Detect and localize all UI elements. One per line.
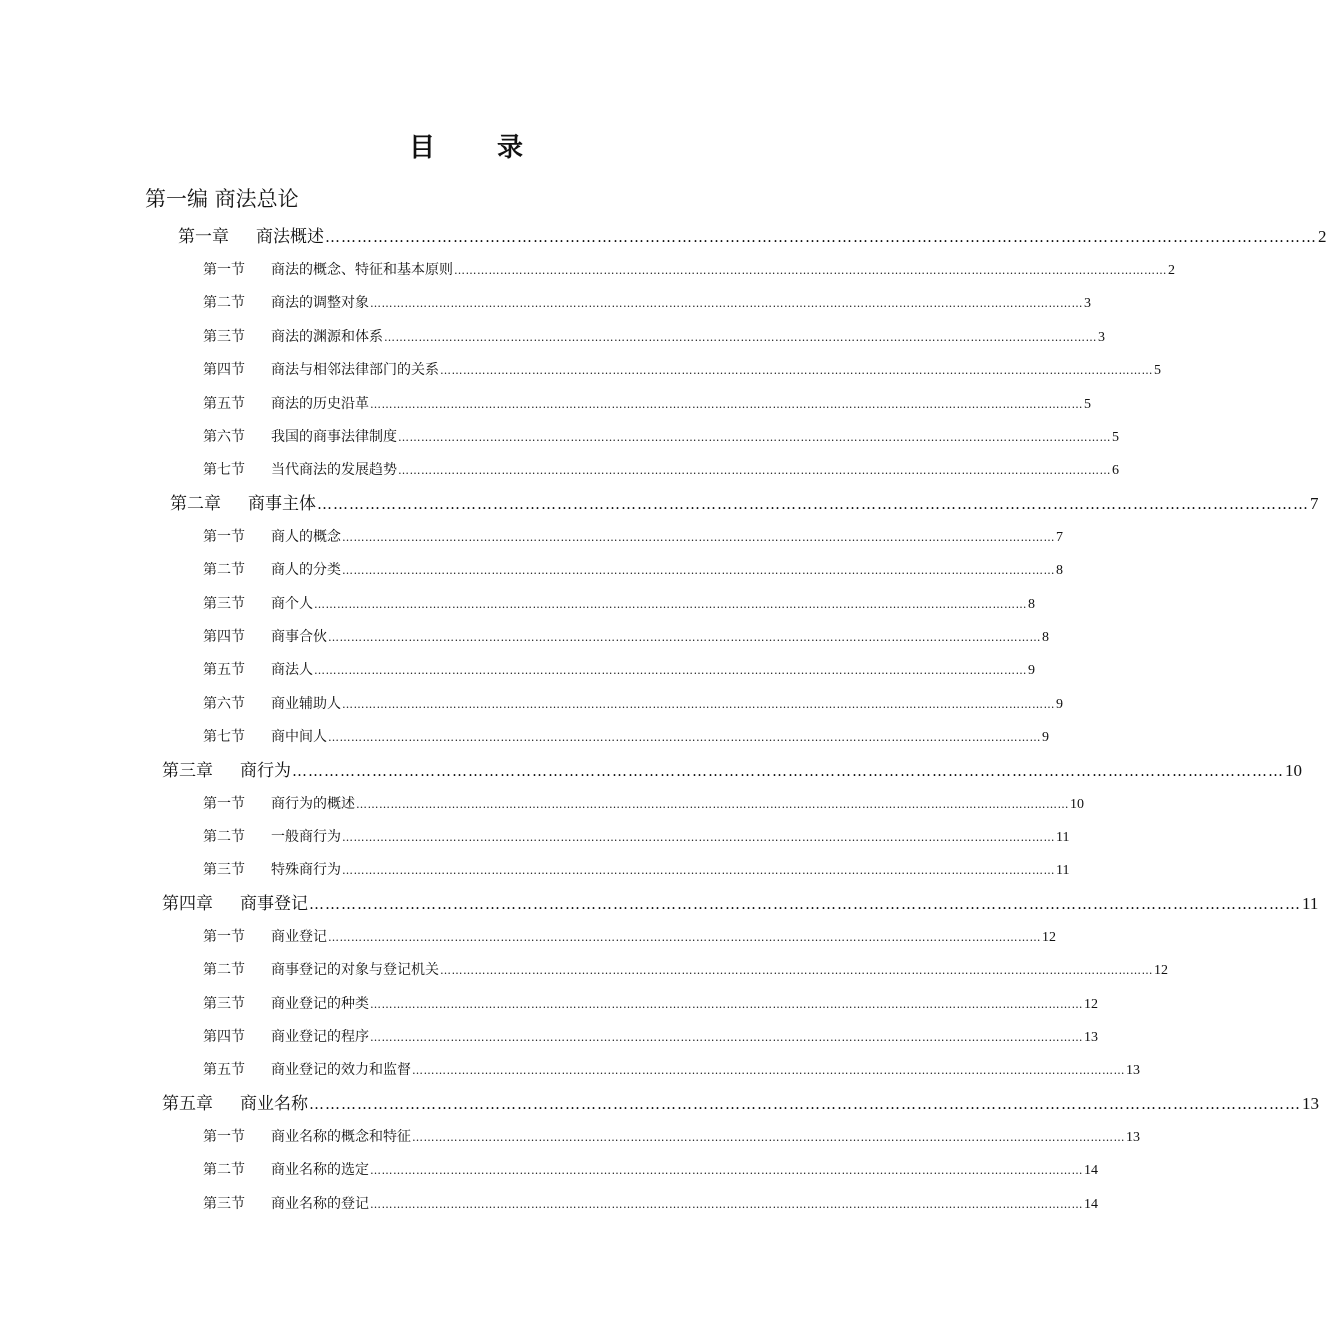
section-title: 商法的概念、特征和基本原则 [271,262,453,278]
section-entry[interactable] [203,526,1063,548]
dot-leader: …………………………………………………………………………………………………………………………………………………………………… [314,664,1027,678]
dot-leader: …………………………………………………………………………………………………………………………………………………………………… [398,464,1111,478]
section-title: 我国的商事法律制度 [271,429,397,445]
section-number: 第四节 [203,362,245,379]
section-page-number: 7 [1056,529,1063,545]
section-number: 第六节 [203,429,245,445]
section-title: 商法的历史沿革 [271,395,369,412]
section-page-number: 12 [1154,963,1168,979]
section-page-number: 9 [1056,696,1063,712]
section-title: 商法的调整对象 [271,295,369,312]
dot-leader: …………………………………………………………………………………………………………………………………………………………………… [328,930,1041,944]
section-number: 第六节 [203,695,245,712]
section-entry[interactable] [203,726,1049,748]
section-page-number: 8 [1056,563,1063,579]
dot-leader: …………………………………………………………………………………………………………………………………………………………………… [370,1031,1083,1044]
dot-leader: …………………………………………………………………………………………………………………………………………………………………… [342,864,1055,878]
section-number: 第二节 [203,829,245,845]
chapter-entry[interactable] [162,758,1302,784]
dot-leader: …………………………………………………………………………………………………………………………………………………………………… [370,1197,1083,1211]
chapter-page-number: 11 [1302,893,1319,913]
section-number: 第七节 [203,462,245,479]
chapter-number: 第一章 [178,227,229,247]
chapter-page-number: 13 [1302,1093,1319,1113]
section-entry[interactable] [203,1059,1140,1081]
chapter-number: 第三章 [162,760,213,781]
section-number: 第二节 [203,295,245,312]
dot-leader: …………………………………………………………………………………………………………………………………………………………………… [440,964,1153,978]
dot-leader: …………………………………………………………………………………………………………………………………………………………………… [398,431,1111,444]
dot-leader: …………………………………………………………………………………………………………………………………………………………………… [370,1164,1083,1178]
section-title: 商行为的概述 [271,795,355,812]
section-entry[interactable] [203,693,1063,715]
section-page-number: 2 [1168,263,1175,278]
section-page-number: 12 [1042,929,1056,945]
section-entry[interactable] [203,559,1063,581]
section-entry[interactable] [203,359,1161,381]
dot-leader: …………………………………………………………………………………………………………………………………………………………………… [342,831,1055,844]
section-title: 特殊商行为 [271,862,341,879]
chapter-entry[interactable] [170,491,1319,517]
chapter-title: 商业名称 [240,1093,308,1114]
dot-leader: …………………………………………………………………………………………………………………………………………………………………… [342,530,1055,544]
section-number: 第五节 [203,395,245,412]
section-page-number: 14 [1084,1163,1098,1179]
section-title: 商业名称的概念和特征 [271,1128,411,1145]
section-title: 商业名称的登记 [271,1195,369,1212]
dot-leader: …………………………………………………………………………………………………………………………………………………………………… [384,330,1097,344]
dot-leader: …………………………………………………………………………………………………………………………………………………………………… [342,697,1055,711]
chapter-page-number: 10 [1285,760,1302,780]
section-number: 第一节 [203,795,245,812]
section-entry[interactable] [203,959,1168,981]
section-title: 商人的分类 [271,562,341,579]
section-title: 商事登记的对象与登记机关 [271,962,439,979]
chapter-number: 第四章 [162,893,213,914]
chapter-title: 商行为 [240,760,291,781]
section-title: 商法的渊源和体系 [271,328,383,345]
section-page-number: 10 [1070,796,1084,812]
section-page-number: 9 [1042,730,1049,746]
dot-leader: …………………………………………………………………………………………………………………………………………………………………… [370,297,1083,311]
section-entry[interactable] [203,659,1035,681]
section-page-number: 14 [1084,1196,1098,1212]
section-page-number: 11 [1056,830,1070,845]
section-entry[interactable] [203,859,1070,881]
dot-leader: …………………………………………………………………………………………………………………………………………………………………… [328,631,1041,644]
section-title: 商法与相邻法律部门的关系 [271,362,439,379]
section-entry[interactable] [203,292,1091,314]
section-entry[interactable] [203,826,1070,848]
section-entry[interactable] [203,1126,1140,1148]
section-entry[interactable] [203,426,1119,448]
chapter-number: 第五章 [162,1093,213,1114]
dot-leader: …………………………………………………………………………………………………………………………………………………………………… [317,494,1309,513]
section-entry[interactable] [203,926,1056,948]
dot-leader: …………………………………………………………………………………………………………………………………………………………………… [328,731,1041,745]
chapter-page-number: 2 [1318,227,1327,246]
section-number: 第二节 [203,962,245,979]
section-page-number: 8 [1042,630,1049,645]
section-number: 第二节 [203,562,245,579]
section-number: 第七节 [203,729,245,746]
section-title: 商业登记的程序 [271,1029,369,1045]
section-number: 第一节 [203,928,245,945]
part-heading: 第一编 商法总论 [145,187,299,211]
dot-leader: …………………………………………………………………………………………………………………………………………………………………… [356,797,1069,811]
section-title: 商业登记的效力和监督 [271,1062,411,1079]
section-number: 第三节 [203,862,245,879]
section-number: 第四节 [203,1029,245,1045]
section-title: 商业登记的种类 [271,995,369,1012]
chapter-title: 商事登记 [240,893,308,914]
section-number: 第五节 [203,1062,245,1079]
section-page-number: 6 [1112,463,1119,479]
section-page-number: 13 [1126,1129,1140,1145]
section-page-number: 11 [1056,863,1070,879]
section-title: 一般商行为 [271,829,341,845]
section-entry[interactable] [203,459,1119,481]
section-entry[interactable] [203,626,1049,648]
section-entry[interactable] [203,1026,1098,1048]
section-title: 商业名称的选定 [271,1162,369,1179]
section-page-number: 5 [1084,396,1091,412]
section-entry[interactable] [203,793,1084,815]
section-number: 第二节 [203,1162,245,1179]
chapter-entry[interactable] [162,891,1319,917]
section-page-number: 3 [1098,329,1105,345]
dot-leader: …………………………………………………………………………………………………………………………………………………………………… [370,997,1083,1011]
section-entry[interactable] [203,993,1098,1015]
section-page-number: 13 [1084,1030,1098,1045]
dot-leader: …………………………………………………………………………………………………………………………………………………………………… [370,397,1083,411]
section-page-number: 5 [1154,363,1161,379]
section-page-number: 3 [1084,296,1091,312]
chapter-page-number: 7 [1310,493,1319,513]
chapter-entry[interactable] [162,1091,1319,1117]
section-entry[interactable] [203,593,1035,615]
section-entry[interactable] [203,1159,1098,1181]
section-title: 商业辅助人 [271,695,341,712]
section-title: 商事合伙 [271,629,327,645]
section-number: 第五节 [203,662,245,679]
dot-leader: …………………………………………………………………………………………………………………………………………………………………… [440,364,1153,378]
section-number: 第四节 [203,629,245,645]
section-title: 商法人 [271,662,313,679]
section-title: 当代商法的发展趋势 [271,462,397,479]
section-page-number: 13 [1126,1063,1140,1079]
section-entry[interactable] [203,393,1091,415]
chapter-number: 第二章 [170,493,221,514]
chapter-title: 商法概述 [256,227,324,247]
section-number: 第一节 [203,1128,245,1145]
section-entry[interactable] [203,259,1175,281]
chapter-entry[interactable] [178,224,1327,250]
page-title: 目 录 [408,133,541,163]
chapter-title: 商事主体 [248,493,316,514]
section-title: 商个人 [271,595,313,612]
dot-leader: …………………………………………………………………………………………………………………………………………………………………… [309,1094,1301,1113]
dot-leader: …………………………………………………………………………………………………………………………………………………………………… [412,1130,1125,1144]
section-number: 第三节 [203,328,245,345]
section-entry[interactable] [203,1193,1098,1215]
dot-leader: …………………………………………………………………………………………………………………………………………………………………… [325,228,1317,246]
section-page-number: 5 [1112,430,1119,445]
dot-leader: …………………………………………………………………………………………………………………………………………………………………… [454,264,1167,277]
section-page-number: 12 [1084,996,1098,1012]
dot-leader: …………………………………………………………………………………………………………………………………………………………………… [412,1064,1125,1078]
section-number: 第三节 [203,595,245,612]
section-entry[interactable] [203,326,1105,348]
section-title: 商人的概念 [271,528,341,545]
dot-leader: …………………………………………………………………………………………………………………………………………………………………… [314,597,1027,611]
section-title: 商业登记 [271,928,327,945]
dot-leader: …………………………………………………………………………………………………………………………………………………………………… [309,894,1301,913]
section-page-number: 8 [1028,596,1035,612]
dot-leader: …………………………………………………………………………………………………………………………………………………………………… [342,564,1055,578]
section-number: 第三节 [203,1195,245,1212]
section-number: 第一节 [203,262,245,278]
section-number: 第三节 [203,995,245,1012]
section-title: 商中间人 [271,729,327,746]
section-number: 第一节 [203,528,245,545]
section-page-number: 9 [1028,663,1035,679]
dot-leader: …………………………………………………………………………………………………………………………………………………………………… [292,761,1284,780]
